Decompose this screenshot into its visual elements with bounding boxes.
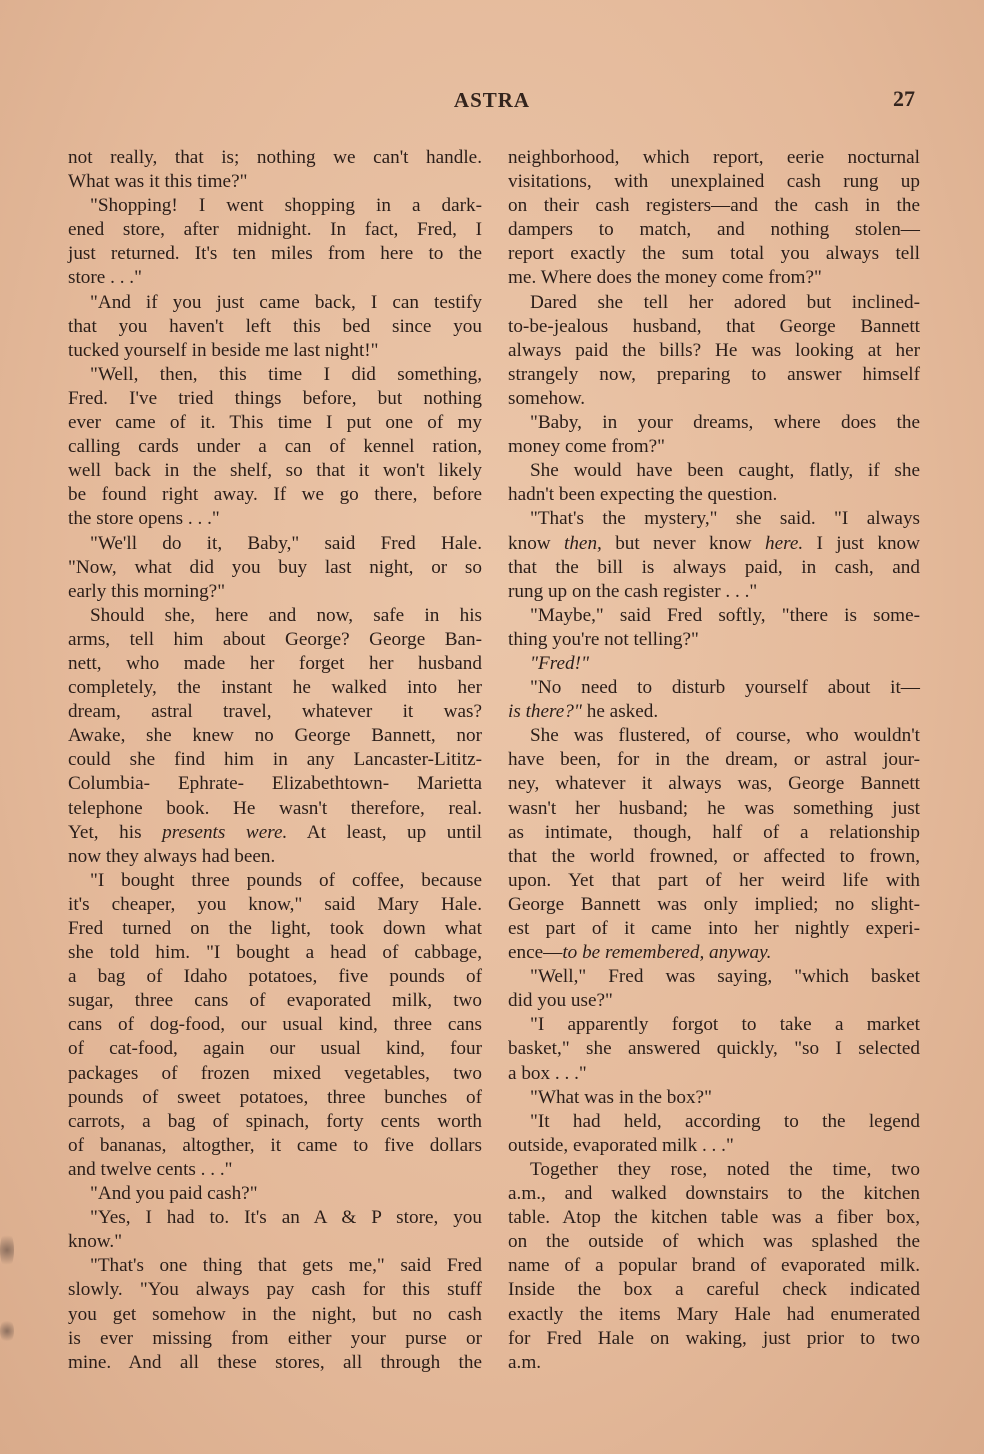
text-line: be found right away. If we go there, before [68,484,482,506]
text-line: She was flustered, of course, who wouldn't [530,725,920,747]
text-line: visitations, with unexplained cash rung up [508,171,920,193]
text-line: money come from?" [508,436,666,458]
text-line: table. Atop the kitchen table was a fiber box, [508,1207,920,1229]
paragraph [508,1086,920,1110]
text-line: carrots, a bag of spinach, forty cents worth [68,1110,482,1132]
text-line: report exactly the sum total you always tell [508,243,920,265]
text-line: as intimate, though, half of a relationship [508,821,920,843]
text-line: "Well, then, this time I did something, [90,363,482,385]
text-line: a box . . ." [508,1062,587,1084]
text-line: "No need to disturb yourself about it— [530,677,920,699]
paragraph [508,1158,920,1375]
text-line: slowly. "You always pay cash for this stuff [68,1279,482,1301]
running-head-title: ASTRA [453,88,531,112]
italic-text: then, [564,532,602,554]
paragraph [508,507,920,603]
paragraph [508,1013,920,1085]
text-line: "It had held, according to the legend [530,1110,920,1132]
paper-stain [0,1318,14,1344]
paragraph [68,1254,482,1374]
text-line: could she find him in any Lancaster-Lititz- [68,749,482,771]
text-line: completely, the instant he walked into her [68,677,482,699]
text-line: on their cash registers—and the cash in the [508,195,920,217]
text-line: is ever missing from either your purse or [68,1327,482,1349]
text-line: "Well," Fred was saying, "which basket [530,966,920,988]
paragraph [508,965,920,1013]
paragraph [508,459,920,507]
text-line: to-be-jealous husband, that George Bannett [508,315,920,337]
text-line: "I apparently forgot to take a market [530,1014,920,1036]
text-line: upon. Yet that part of her weird life with [508,869,920,891]
text-line: tucked yourself in beside me last night!" [68,339,379,361]
paragraph [68,532,482,604]
text-line: Together they rose, noted the time, two [530,1158,920,1180]
text-line: and twelve cents . . ." [68,1158,233,1180]
paragraph [508,146,920,291]
italic-text: presents were. [162,821,288,843]
paragraph [508,291,920,411]
text-line [508,941,920,965]
text-line: early this morning?" [68,580,226,602]
text-line: Dared she tell her adored but inclined- [530,291,920,313]
text-line: outside, evaporated milk . . ." [508,1134,734,1156]
text-line: cans of dog-food, our usual kind, three cans [68,1014,482,1036]
text-line: Fred turned on the light, took down what [68,918,482,939]
text-line: strangely now, preparing to answer himself [508,363,920,385]
text-line: Columbia- Ephrate- Elizabethtown- Marietta [68,773,482,795]
text-line [508,652,920,676]
text-line: arms, tell him about George? George Ban- [68,628,482,650]
text-line: know." [68,1231,123,1253]
left-column [68,146,482,1375]
text-line: name of a popular brand of evaporated milk. [508,1255,920,1277]
italic-text: to be remembered, anyway. [562,942,772,964]
text-line: packages of frozen mixed vegetables, two [68,1062,482,1084]
text-run: know [508,532,564,554]
text-run: but never know [601,532,766,554]
text-line: of bananas, altogther, it came to five dollars [68,1134,482,1156]
paragraph [68,869,482,1182]
text-line: Awake, she knew no George Bannett, nor [68,725,482,747]
paragraph [68,1206,482,1254]
paragraph [508,724,920,965]
text-line: What was it this time?" [68,171,248,193]
text-line: "I bought three pounds of coffee, because [90,869,482,891]
text-line: now they always had been. [68,845,276,867]
text-line: thing you're not telling?" [508,628,699,650]
right-column [508,146,920,1375]
text-line: that the bill is always paid, in cash, and [508,556,920,578]
paragraph [68,146,482,194]
text-run: Yet, his [68,821,163,843]
text-line: for Fred Hale on waking, just prior to two [508,1327,920,1349]
text-line: "That's the mystery," she said. "I always [530,508,920,530]
text-line [508,700,920,724]
text-line: neighborhood, which report, eerie nocturnal [508,147,920,168]
text-line: did you use?" [508,990,613,1012]
text-line: pounds of sweet potatoes, three bunches of [68,1086,482,1108]
text-line: "And you paid cash?" [90,1183,258,1205]
paragraph [508,652,920,676]
text-line: on the outside of which was splashed the [508,1231,920,1253]
text-line: always paid the bills? He was looking at her [508,339,920,361]
text-line: have been, for in the dream, or astral jour- [508,749,920,771]
text-line: a.m. [508,1351,542,1373]
paper-stain [0,1230,14,1270]
text-line: rung up on the cash register . . ." [508,580,758,602]
text-line: she told him. "I bought a head of cabbage, [68,942,482,964]
text-line: dream, astral travel, whatever it was? [68,701,482,723]
italic-text: is there?" [508,701,582,723]
italic-text: "Fred!" [530,652,590,674]
text-run: I just know [803,532,921,554]
text-line: "Yes, I had to. It's an A & P store, you [90,1207,482,1229]
text-line: "What was in the box?" [530,1086,712,1108]
text-line: it's cheaper, you know," said Mary Hale. [68,893,482,915]
text-line: somehow. [508,387,586,409]
text-line: that the world frowned, or affected to frown, [508,845,920,867]
text-line: exactly the items Mary Hale had enumerated [508,1303,920,1325]
text-run: At least, up until [287,821,482,843]
text-line: "Shopping! I went shopping in a dark- [90,195,482,217]
text-line: "We'll do it, Baby," said Fred Hale. [90,532,482,554]
text-line: basket," she answered quickly, "so I selected [508,1038,920,1060]
text-line: sugar, three cans of evaporated milk, two [68,990,482,1012]
text-line: ened store, after midnight. In fact, Fred, I [68,219,482,241]
paragraph [68,194,482,290]
text-line: a bag of Idaho potatoes, five pounds of [68,966,482,988]
text-line: "Now, what did you buy last night, or so [68,556,482,578]
text-line: Fred. I've tried things before, but nothing [68,387,482,409]
text-line: ever came of it. This time I put one of my [68,412,482,434]
text-line: hadn't been expecting the question. [508,484,778,506]
text-line: Should she, here and now, safe in his [90,604,482,626]
text-line: me. Where does the money come from?" [508,267,822,289]
text-line: well back in the shelf, so that it won't likely [68,460,482,482]
paragraph [68,1182,482,1206]
text-line: just returned. It's ten miles from here to the [68,243,482,265]
text-line: telephone book. He wasn't therefore, real. [68,797,482,819]
paragraph [68,604,482,869]
text-line: dampers to match, and nothing stolen— [508,219,920,241]
text-line: est part of it came into her nightly experi- [508,918,920,939]
text-line: the store opens . . ." [68,508,220,530]
text-line: nett, who made her forget her husband [68,652,482,674]
text-line [68,821,482,845]
text-line: of cat-food, again our usual kind, four [68,1038,482,1060]
text-line: not really, that is; nothing we can't handle. [68,147,482,168]
text-line: "Baby, in your dreams, where does the [530,412,920,434]
paragraph [68,291,482,363]
page-number: 27 [893,86,915,111]
paragraph [68,363,482,532]
text-line: calling cards under a can of kennel ration, [68,436,482,458]
text-line: "That's one thing that gets me," said Fred [90,1255,482,1277]
text-run: he asked. [581,701,659,723]
text-line: a.m., and walked downstairs to the kitchen [508,1183,920,1205]
paragraph [508,676,920,724]
text-line: you get somehow in the night, but no cash [68,1303,482,1325]
paragraph [508,604,920,652]
paragraph [508,411,920,459]
text-line: ney, whatever it always was, George Bannett [508,773,920,795]
text-run: ence— [508,942,563,964]
text-line [508,532,920,556]
italic-text: here. [765,532,804,554]
text-line: mine. And all these stores, all through the [68,1351,482,1373]
text-line: wasn't her husband; he was something just [508,797,920,819]
text-line: "Maybe," said Fred softly, "there is some- [530,604,920,626]
text-line: George Bannett was only implied; no slight- [508,893,920,915]
text-line: She would have been caught, flatly, if she [530,460,920,482]
text-line: store . . ." [68,267,142,289]
paragraph [508,1110,920,1158]
text-line: that you haven't left this bed since you [68,315,482,337]
text-line: "And if you just came back, I can testify [90,291,482,313]
text-line: Inside the box a careful check indicated [508,1279,920,1301]
